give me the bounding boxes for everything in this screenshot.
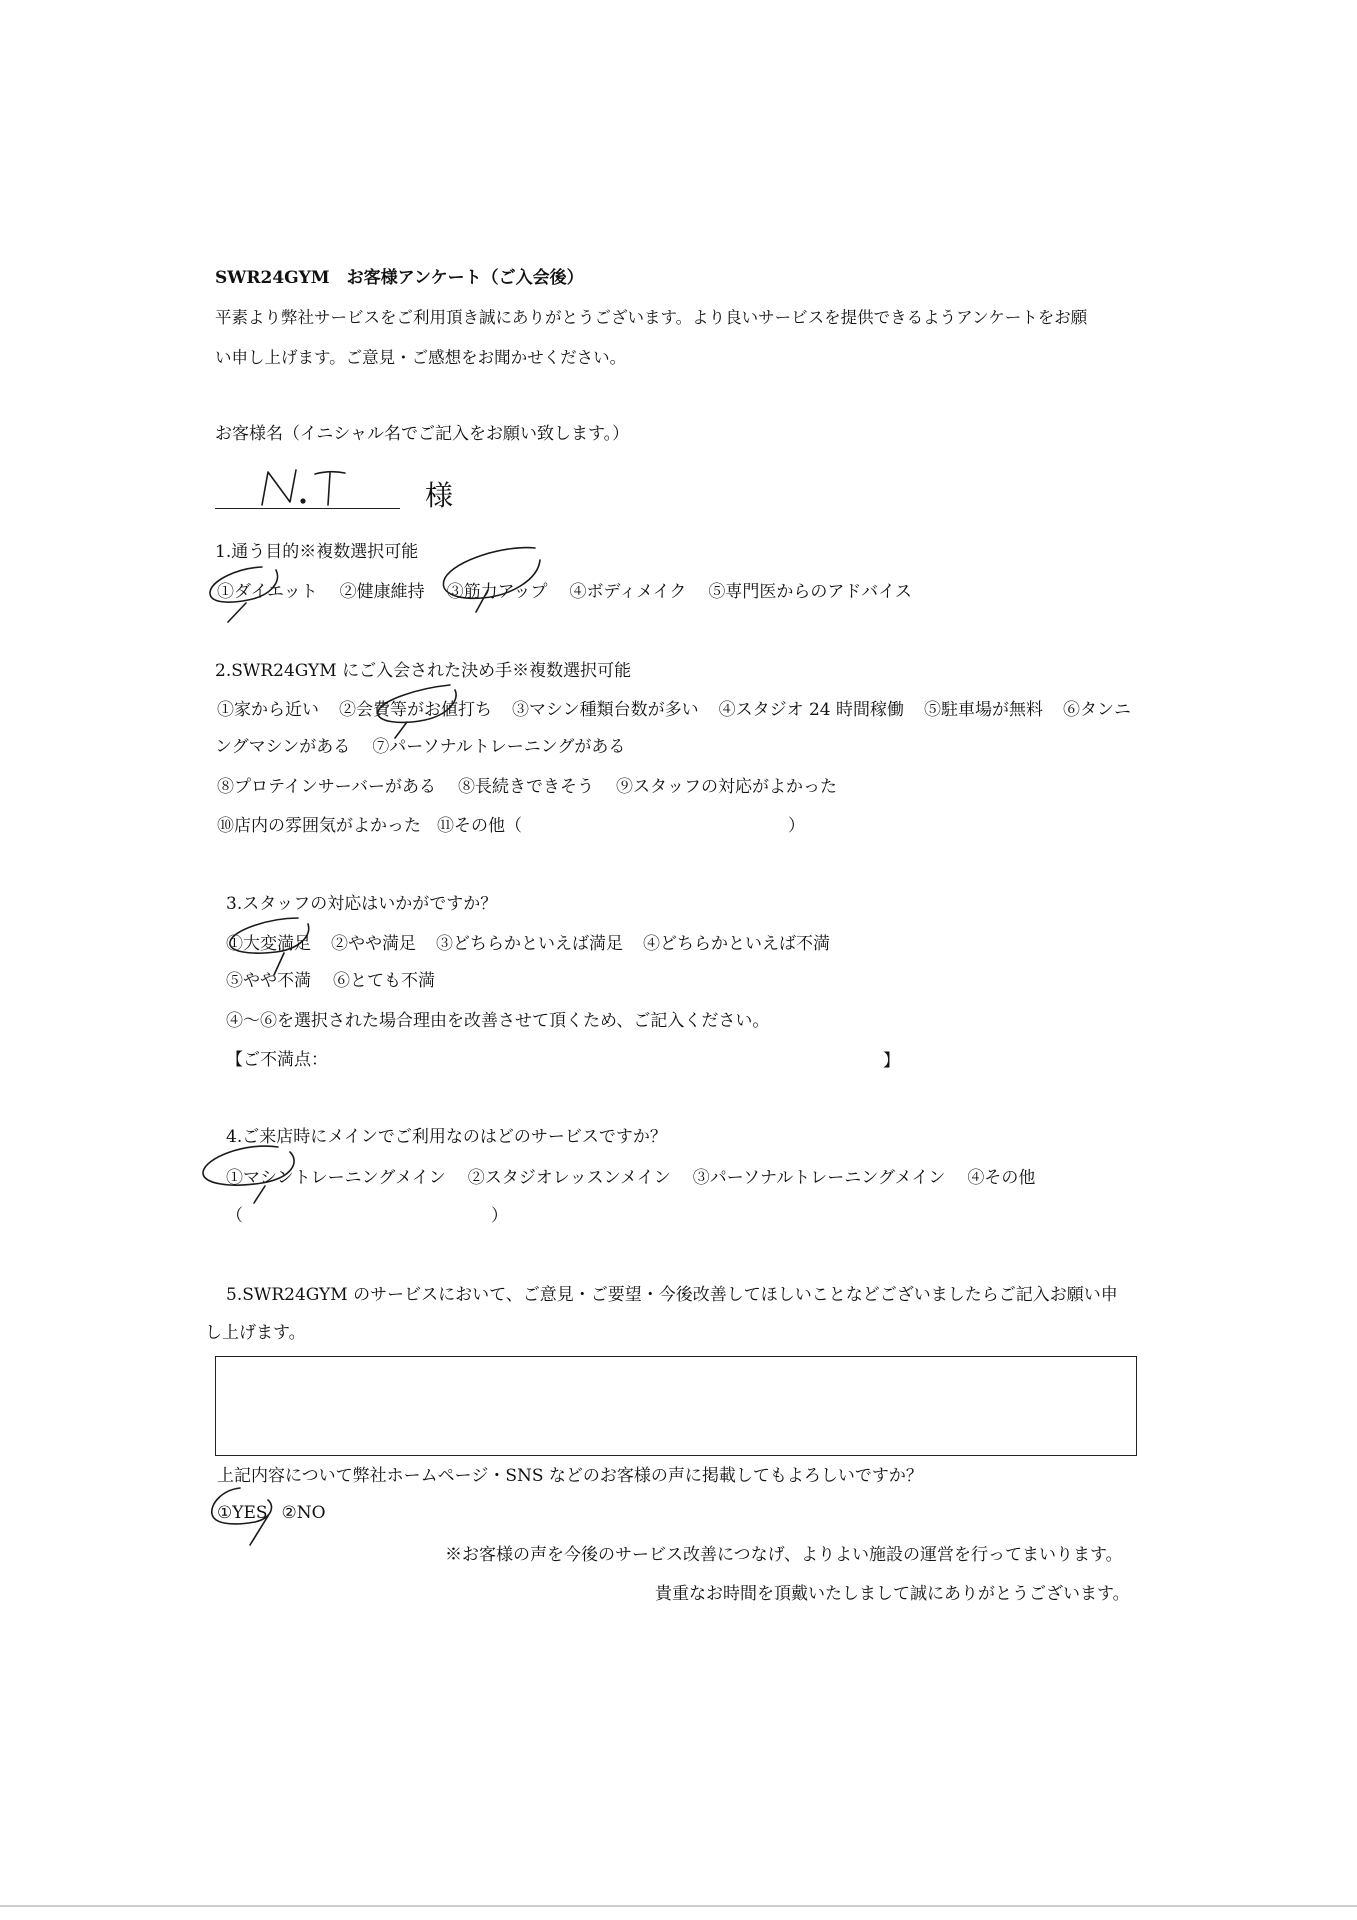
publish-option-no[interactable]: ②NO <box>281 1503 326 1523</box>
publish-question: 上記内容について弊社ホームページ・SNS などのお客様の声に掲載してもよろしいですか？ <box>217 1466 923 1486</box>
q2-option-6-cont: ングマシンがある <box>215 737 351 757</box>
scan-edge-bottom <box>0 1905 1357 1907</box>
q3-title: 3.スタッフの対応はいかがですか？ <box>226 894 498 914</box>
intro-line-1: 平素より弊社サービスをご利用頂き誠にありがとうございます。より良いサービスを提供できるようアンケートをお願 <box>215 308 1088 327</box>
q3-option-4[interactable]: ④どちらかといえば不満 <box>643 934 830 954</box>
q5-comment-box[interactable] <box>215 1356 1137 1456</box>
q2-title: 2.SWR24GYM にご入会された決め手※複数選択可能 <box>215 661 632 681</box>
q5-title-line-1: 5.SWR24GYM のサービスにおいて、ご意見・ご要望・今後改善してほしいことなどございましたらご記入お願い申 <box>226 1285 1118 1305</box>
q1-title: 1.通う目的※複数選択可能 <box>215 542 419 562</box>
q1-option-2[interactable]: ②健康維持 <box>339 582 425 602</box>
q2-option-7[interactable]: ⑦パーソナルトレーニングがある <box>372 737 626 757</box>
q2-option-3[interactable]: ③マシン種類台数が多い <box>512 700 699 720</box>
q2-option-2[interactable]: ②会費等がお値打ち <box>339 700 492 720</box>
q2-option-5[interactable]: ⑤駐車場が無料 <box>924 700 1044 720</box>
q1-option-3[interactable]: ③筋力アップ <box>446 582 548 602</box>
q1-option-1[interactable]: ①ダイエット <box>217 582 318 602</box>
customer-honorific: 様 <box>425 479 454 512</box>
q4-option-1[interactable]: ①マシントレーニングメイン <box>226 1168 446 1188</box>
q4-other-close: ） <box>491 1206 508 1226</box>
q3-option-6[interactable]: ⑥とても不満 <box>333 971 435 991</box>
q3-note: ④～⑥を選択された場合理由を改善させて頂くため、ご記入ください。 <box>226 1011 770 1031</box>
q3-row-2 <box>226 970 435 992</box>
q2-option-8[interactable]: ⑧プロテインサーバーがある <box>217 777 436 797</box>
q2-row-3 <box>217 776 837 798</box>
q2-option-10[interactable]: ⑩店内の雰囲気がよかった <box>217 816 421 836</box>
q2-option-11[interactable]: ⑪その他（ <box>437 816 522 836</box>
footer-note: ※お客様の声を今後のサービス改善につなげ、よりよい施設の運営を行ってまいります。 <box>445 1545 1123 1565</box>
q2-row-2 <box>215 736 625 758</box>
q2-option-6[interactable]: ⑥タンニ <box>1063 700 1132 720</box>
q3-complaint-close: 】 <box>883 1051 900 1071</box>
q2-option-1[interactable]: ①家から近い <box>217 700 319 720</box>
q4-options <box>226 1167 1035 1189</box>
survey-title: SWR24GYM お客様アンケート（ご入会後） <box>215 268 584 288</box>
q4-title: 4.ご来店時にメインでご利用なのはどのサービスですか？ <box>226 1127 667 1147</box>
q4-option-4[interactable]: ④その他 <box>967 1168 1036 1188</box>
customer-name-label: お客様名（イニシャル名でご記入をお願い致します。） <box>215 424 630 444</box>
q5-title-line-2: し上げます。 <box>205 1323 306 1343</box>
q2-row-4 <box>217 815 522 837</box>
footer-thanks: 貴重なお時間を頂戴いたしまして誠にありがとうございます。 <box>655 1584 1130 1604</box>
q2-option-8b[interactable]: ⑧長続きできそう <box>457 777 594 797</box>
q2-option-9[interactable]: ⑨スタッフの対応がよかった <box>615 777 837 797</box>
customer-name-line <box>215 508 400 509</box>
q2-option-4[interactable]: ④スタジオ 24 時間稼働 <box>718 700 905 720</box>
publish-options <box>217 1502 326 1524</box>
q3-option-2[interactable]: ②やや満足 <box>331 934 416 954</box>
q3-option-1[interactable]: ①大変満足 <box>226 934 311 954</box>
q1-option-5[interactable]: ⑤専門医からのアドバイス <box>708 582 912 602</box>
q3-complaint-label: 【ご不満点： <box>226 1050 328 1070</box>
q4-option-2[interactable]: ②スタジオレッスンメイン <box>467 1168 671 1188</box>
q2-row-1 <box>217 699 1131 721</box>
q3-row-1 <box>226 933 830 955</box>
q3-option-3[interactable]: ③どちらかといえば満足 <box>436 934 623 954</box>
q1-mark-diet-tail <box>228 603 246 622</box>
q1-option-4[interactable]: ④ボディメイク <box>569 582 687 602</box>
q4-other-open: （ <box>226 1206 243 1226</box>
q3-option-5[interactable]: ⑤やや不満 <box>226 971 311 991</box>
q2-other-close: ） <box>788 816 805 836</box>
intro-line-2: い申し上げます。ご意見・ご感想をお聞かせください。 <box>215 348 627 367</box>
publish-option-yes[interactable]: ①YES <box>217 1503 268 1523</box>
handwritten-name-initials <box>262 470 345 505</box>
q4-option-3[interactable]: ③パーソナルトレーニングメイン <box>692 1168 946 1188</box>
q1-options <box>217 581 912 603</box>
